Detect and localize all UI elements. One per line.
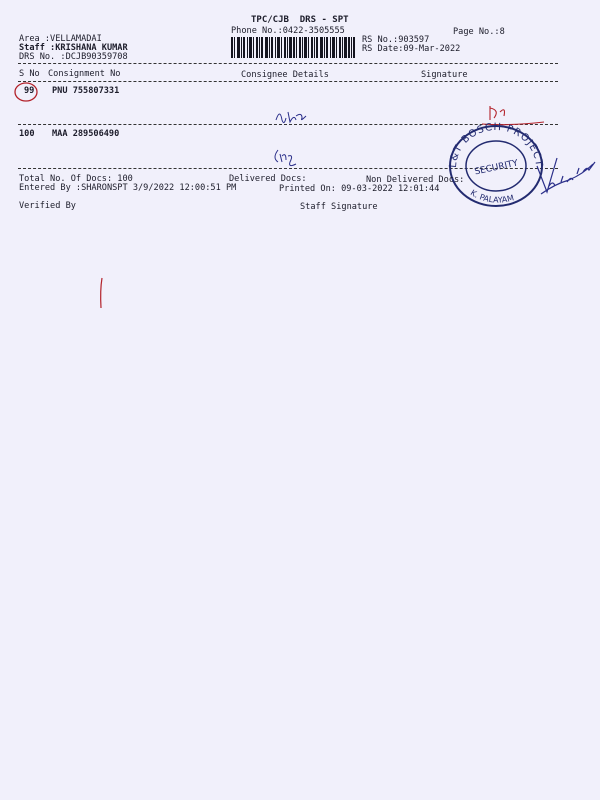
staff-signature-label: Staff Signature <box>300 202 378 212</box>
delivered-docs: Delivered Docs: <box>229 174 307 184</box>
rs-date: RS Date:09-Mar-2022 <box>362 44 461 54</box>
area-field: Area :VELLAMADAI <box>19 34 102 44</box>
staff-name: Staff :KRISHANA KUMAR <box>19 43 128 53</box>
non-delivered-docs: Non Delivered Docs: <box>366 175 465 185</box>
handwritten-signature <box>272 106 312 128</box>
stamp-outer-text: L&T BOSCH PROJECT <box>447 121 545 169</box>
stamp-bottom-text: K. PALAYAM <box>468 188 515 205</box>
stamp-center-text: SECURITY <box>473 158 520 178</box>
verified-by-label: Verified By <box>19 201 76 211</box>
row-consignment: PNU 755807331 <box>52 86 120 96</box>
circle-mark-annotation <box>12 80 42 104</box>
total-docs: Total No. Of Docs: 100 <box>19 174 133 184</box>
col-header-consignee: Consignee Details <box>241 70 329 80</box>
rs-number: RS No.:903597 <box>362 35 430 45</box>
col-header-consignment: Consignment No <box>48 69 121 79</box>
col-header-signature: Signature <box>421 70 468 80</box>
row-sno: 100 <box>19 129 35 139</box>
barcode <box>231 37 355 58</box>
stamp-graphic <box>440 120 552 208</box>
svg-text:L&T BOSCH PROJECT <box>448 122 544 168</box>
entered-by: Entered By :SHARONSPT 3/9/2022 12:00:51 PM <box>19 183 237 193</box>
handwritten-signature <box>270 146 304 168</box>
security-stamp <box>440 120 552 208</box>
printed-on: Printed On: 09-03-2022 12:01:44 <box>279 184 440 194</box>
drs-number: DRS No. :DCJB90359708 <box>19 52 128 62</box>
red-pen-stroke <box>96 276 106 312</box>
report-title: TPC/CJB DRS - SPT <box>251 15 349 25</box>
phone-number: Phone No.:0422-3505555 <box>231 26 345 36</box>
row-sno: 99 <box>24 86 35 96</box>
row-consignment: MAA 289506490 <box>52 129 120 139</box>
columns-divider <box>18 81 558 82</box>
col-header-sno: S No <box>19 69 40 79</box>
page-number: Page No.:8 <box>453 27 505 37</box>
header-divider <box>18 63 558 64</box>
barcode-graphic <box>231 37 355 58</box>
